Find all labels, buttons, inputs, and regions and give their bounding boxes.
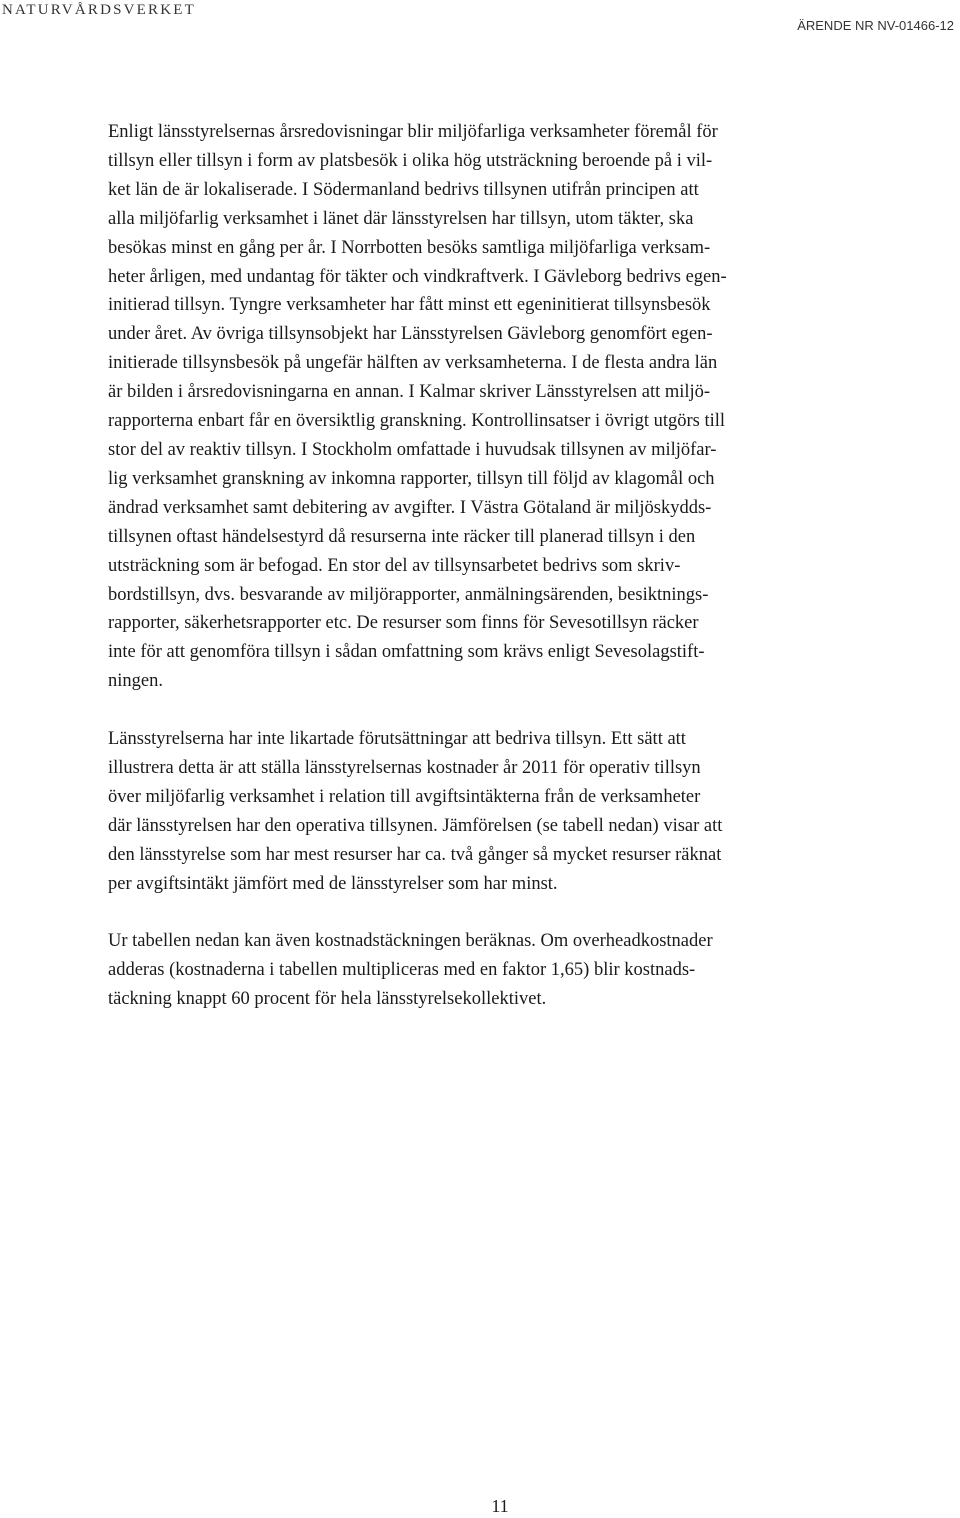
text-line: alla miljöfarlig verksamhet i länet där länsstyrelsen har tillsyn, utom täkter, ska (108, 208, 694, 229)
text-line: täckning knappt 60 procent för hela länsstyrelsekollektivet. (108, 989, 547, 1010)
text-line: utsträckning som är befogad. En stor del av tillsynsarbetet bedrivs som skriv- (108, 555, 681, 576)
text-line: per avgiftsintäkt jämfört med de länsstyrelser som har minst. (108, 873, 558, 894)
text-line: tillsynen oftast händelsestyrd då resurserna inte räcker till planerad tillsyn i den (108, 526, 696, 547)
page-number: 11 (491, 1496, 509, 1516)
text-line: rapporterna enbart får en översiktlig granskning. Kontrollinsatser i övrigt utgörs till (108, 411, 726, 432)
text-line: initierade tillsynsbesök på ungefär hälften av verksamheterna. I de flesta andra län (108, 353, 718, 374)
text-line: ket län de är lokaliserade. I Södermanland bedrivs tillsynen utifrån principen att (108, 179, 699, 200)
paragraph-1 (108, 118, 848, 696)
text-line: ändrad verksamhet samt debitering av avgifter. I Västra Götaland är miljöskydds- (108, 497, 712, 518)
text-line: initierad tillsyn. Tyngre verksamheter har fått minst ett egeninitierat tillsynsbesök (108, 295, 711, 316)
text-line: inte för att genomföra tillsyn i sådan omfattning som krävs enligt Sevesolagstift- (108, 642, 705, 663)
text-line: där länsstyrelsen har den operativa tillsynen. Jämförelsen (se tabell nedan) visar att (108, 815, 723, 836)
text-line: Enligt länsstyrelsernas årsredovisningar blir miljöfarliga verksamheter föremål för (108, 122, 718, 142)
text-line: heter årligen, med undantag för täkter och vindkraftverk. I Gävleborg bedrivs egen- (108, 266, 727, 287)
paragraph-2 (108, 725, 848, 898)
case-number: ÄRENDE NR NV-01466-12 (797, 18, 954, 33)
text-line: den länsstyrelse som har mest resurser har ca. två gånger så mycket resurser räknat (108, 844, 722, 865)
text-line: Länsstyrelserna har inte likartade förutsättningar att bedriva tillsyn. Ett sätt att (108, 729, 686, 750)
text-line: under året. Av övriga tillsynsobjekt har Länsstyrelsen Gävleborg genomfört egen- (108, 324, 713, 345)
text-line: stor del av reaktiv tillsyn. I Stockholm omfattade i huvudsak tillsynen av miljöfar- (108, 439, 717, 460)
text-line: ningen. (108, 671, 163, 692)
text-line: Ur tabellen nedan kan även kostnadstäckningen beräknas. Om overheadkostnader (108, 931, 713, 952)
text-line: är bilden i årsredovisningarna en annan. I Kalmar skriver Länsstyrelsen att miljö- (108, 382, 711, 403)
text-line: besökas minst en gång per år. I Norrbotten besöks samtliga miljöfarliga verksam- (108, 237, 711, 258)
text-line: lig verksamhet granskning av inkomna rapporter, tillsyn till följd av klagomål och (108, 468, 715, 489)
text-line: adderas (kostnaderna i tabellen multipliceras med en faktor 1,65) blir kostnads- (108, 960, 696, 981)
text-line: tillsyn eller tillsyn i form av platsbesök i olika hög utsträckning beroende på i vil- (108, 150, 713, 171)
text-line: bordstillsyn, dvs. besvarande av miljörapporter, anmälningsärenden, besiktnings- (108, 584, 709, 605)
text-line: över miljöfarlig verksamhet i relation till avgiftsintäkterna från de verksamheter (108, 786, 701, 807)
text-line: illustrera detta är att ställa länsstyrelsernas kostnader år 2011 för operativ tillsyn (108, 757, 701, 778)
agency-name: NATURVÅRDSVERKET (2, 2, 197, 18)
text-line: rapporter, säkerhetsrapporter etc. De resurser som finns för Sevesotillsyn räcker (108, 613, 699, 634)
paragraph-3 (108, 927, 848, 1014)
document-body (108, 118, 848, 1043)
